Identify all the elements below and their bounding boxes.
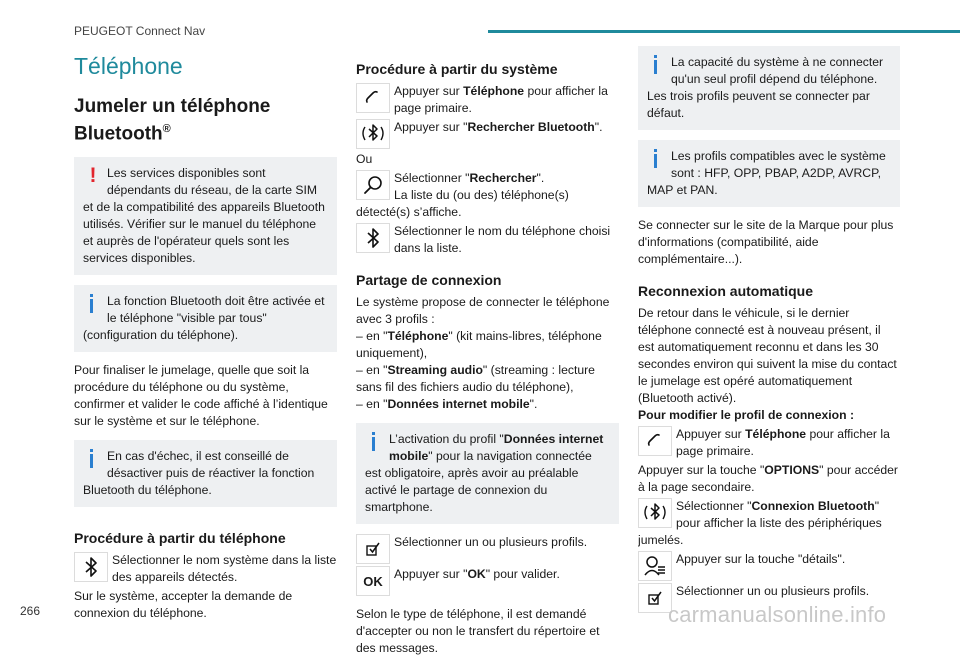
info-notice <box>356 423 619 524</box>
checkbox-icon <box>356 534 390 564</box>
profile-item: – en "Téléphone" (kit mains-libres, téléphone uniquement), <box>356 329 602 360</box>
warning-notice <box>74 157 337 275</box>
step-text: Appuyer sur Téléphone pour afficher la page primaire. <box>676 427 890 458</box>
step-text: Appuyer sur Téléphone pour afficher la page primaire. <box>394 84 608 115</box>
heading-text: Jumeler un téléphone Bluetooth <box>74 96 271 145</box>
step-text: Sélectionner un ou plusieurs profils. <box>394 535 588 549</box>
heading-connection-sharing: Partage de connexion <box>356 272 502 288</box>
profile-item: – en "Streaming audio" (streaming : lecture sans fil des fichiers audio du téléphone), <box>356 363 595 394</box>
phone-icon <box>356 83 390 113</box>
paragraph-transfer: Selon le type de téléphone, il est demandé d'accepter ou non le transfert du répertoire et des messages. <box>356 607 600 655</box>
step-text: Appuyer sur "Rechercher Bluetooth". <box>394 120 603 134</box>
info-text: L’activation du profil "Données internet mobile" pour la navigation connectée est obligatoire, après avoir au préalable activé le partage de connexion du smartphone. <box>365 432 604 514</box>
column-1 <box>74 52 337 622</box>
text-or: Ou <box>356 152 373 166</box>
info-notice <box>74 285 337 352</box>
search-icon <box>356 170 390 200</box>
step <box>356 223 619 257</box>
bluetooth-search-icon <box>638 498 672 528</box>
column-2 <box>356 60 619 657</box>
info-icon <box>83 293 103 319</box>
info-text: Les profils compatibles avec le système sont : HFP, OPP, PBAP, A2DP, AVRCP, MAP et PAN. <box>647 149 886 197</box>
bluetooth-icon <box>74 552 108 582</box>
info-icon <box>647 148 667 174</box>
registered-mark: ® <box>162 123 171 135</box>
heading-phone-procedure: Procédure à partir du téléphone <box>74 530 286 547</box>
step <box>356 119 619 149</box>
header-title: PEUGEOT Connect Nav <box>74 24 206 38</box>
paragraph-options: Appuyer sur la touche "OPTIONS" pour accéder à la page secondaire. <box>638 463 898 494</box>
step-text: Sélectionner "Rechercher". La liste du (ou des) téléphone(s) détecté(s) s’affiche. <box>356 171 569 219</box>
step-text: Sélectionner le nom du téléphone choisi dans la liste. <box>394 224 611 255</box>
ok-label: OK <box>363 573 383 589</box>
info-notice <box>74 440 337 507</box>
paragraph-reconnect: De retour dans le véhicule, si le dernier téléphone connecté est à nouveau présent, il est automatiquement reconnu et dans les 30 secondes environ qui suivent la mise du contact le jumelage est opéré automatiquement (Bluetooth activé). <box>638 306 897 405</box>
step <box>638 426 900 460</box>
checkbox-icon <box>638 583 672 613</box>
paragraph-brand-site: Se connecter sur le site de la Marque pour plus d'informations (compatibilité, aide complémentaire...). <box>638 218 894 266</box>
info-icon <box>83 448 103 474</box>
step-text: Appuyer sur "OK" pour valider. <box>394 567 560 581</box>
info-icon <box>647 54 667 80</box>
section-title: Téléphone <box>74 53 183 79</box>
bluetooth-icon <box>356 223 390 253</box>
bluetooth-search-icon <box>356 119 390 149</box>
ok-button-icon <box>356 566 390 596</box>
paragraph-profiles-intro: Le système propose de connecter le téléphone avec 3 profils : <box>356 295 610 326</box>
info-text: La capacité du système à ne connecter qu'un seul profil dépend du téléphone. Les trois profils peuvent se connecter par défaut. <box>647 55 884 120</box>
profile-item: – en "Données internet mobile". <box>356 397 538 411</box>
header-bar <box>488 30 960 33</box>
step <box>356 566 619 596</box>
heading-system-procedure: Procédure à partir du système <box>356 61 558 77</box>
heading-pair-bluetooth <box>74 96 337 145</box>
info-text: La fonction Bluetooth doit être activée et le téléphone "visible par tous" (configuration du téléphone). <box>83 294 325 343</box>
info-text: En cas d'échec, il est conseillé de désactiver puis de réactiver la fonction Bluetooth du téléphone. <box>83 449 315 498</box>
step <box>74 552 337 586</box>
warning-text: Les services disponibles sont dépendants du réseau, de la carte SIM et de la compatibilité des appareils Bluetooth utilisés. Vérifier sur le manuel du téléphone et auprès de l'opérateur quels sont les services disponibles. <box>83 166 325 266</box>
watermark: carmanualsonline.info <box>668 602 887 627</box>
info-notice <box>638 140 900 207</box>
step <box>638 551 900 581</box>
step-text: Appuyer sur la touche "détails". <box>676 552 846 566</box>
details-icon <box>638 551 672 581</box>
heading-auto-reconnect: Reconnexion automatique <box>638 283 814 299</box>
column-3 <box>638 46 900 615</box>
paragraph-accept: Sur le système, accepter la demande de connexion du téléphone. <box>74 589 293 621</box>
step <box>356 83 619 117</box>
step-text: Sélectionner un ou plusieurs profils. <box>676 584 870 598</box>
step-text: Sélectionner "Connexion Bluetooth" pour afficher la liste des périphériques jumelés. <box>638 499 882 547</box>
info-notice <box>638 46 900 130</box>
warning-icon: ! <box>89 164 97 188</box>
paragraph-pairing: Pour finaliser le jumelage, quelle que soit la procédure du téléphone ou du système, confirmer et valider le code affiché à l’identique sur le système et sur le téléphone. <box>74 363 328 429</box>
bold-title-modify-profile: Pour modifier le profil de connexion : <box>638 408 855 422</box>
step-text: Sélectionner le nom système dans la liste des appareils détectés. <box>112 553 337 585</box>
info-icon <box>365 431 385 457</box>
step <box>356 170 619 221</box>
step <box>356 534 619 564</box>
page-number: 266 <box>20 604 41 618</box>
phone-icon <box>638 426 672 456</box>
step <box>638 498 900 549</box>
